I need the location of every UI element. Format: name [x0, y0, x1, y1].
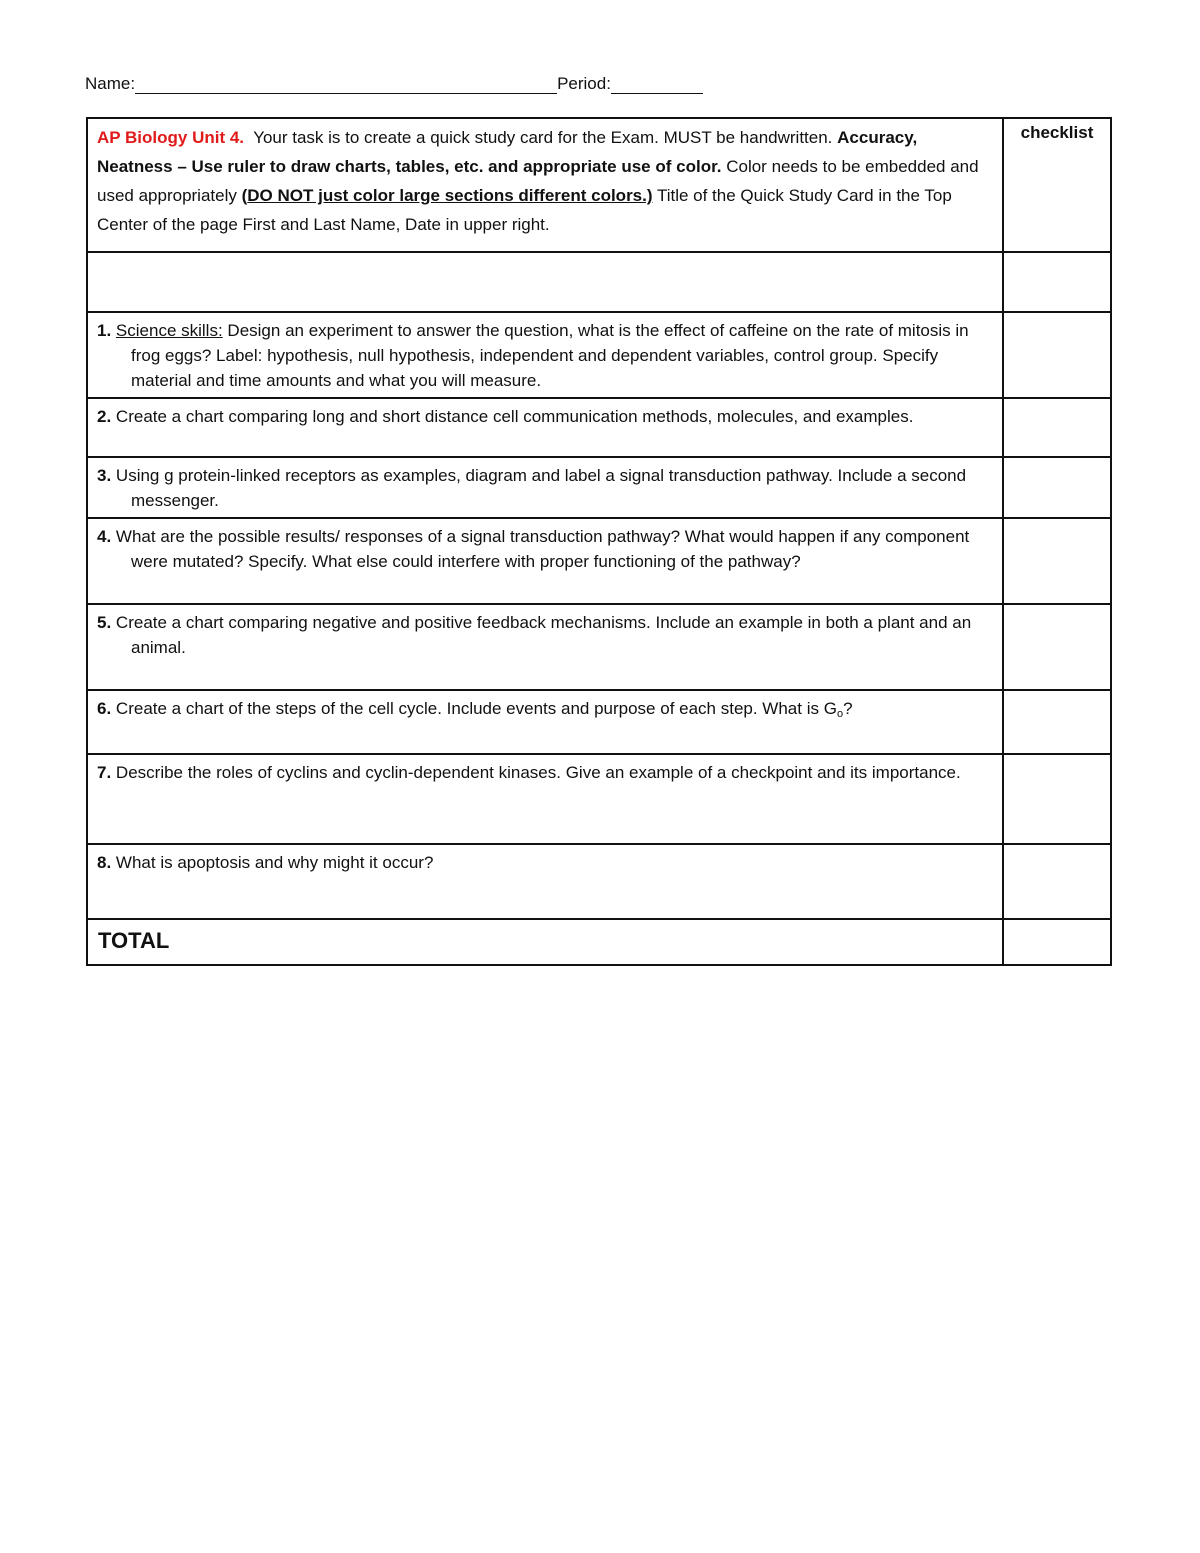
item-cell-3: [87, 457, 1003, 518]
check-cell-5[interactable]: [1003, 604, 1111, 690]
intro-row: [87, 118, 1111, 252]
check-cell-2[interactable]: [1003, 398, 1111, 457]
item-number: 7.: [97, 763, 112, 782]
instructions: [88, 119, 1002, 251]
item-cell-5: [87, 604, 1003, 690]
course-title: AP Biology Unit 4.: [97, 128, 245, 147]
item-text: Create a chart of the steps of the cell cycle. Include events and purpose of each step. What is G: [115, 699, 837, 718]
item-row-4: [87, 518, 1111, 604]
item-row-6: [87, 690, 1111, 754]
intro-cell: [87, 118, 1003, 252]
item-cell-1: [87, 312, 1003, 398]
item-number: 8.: [97, 853, 112, 872]
item-number: 5.: [97, 613, 112, 632]
item-row-2: [87, 398, 1111, 457]
total-label: TOTAL: [98, 928, 170, 953]
item-text: Design an experiment to answer the question, what is the effect of caffeine on the rate of mitosis in frog eggs? Label: hypothesis, null hypothesis, independent and dependent variables, control group. Specify material and time amounts and what you will measure.: [131, 321, 969, 390]
warning-open: (: [241, 186, 248, 205]
name-blank[interactable]: [135, 74, 557, 94]
blank-check-cell[interactable]: [1003, 252, 1111, 312]
color-note: Color needs to be embedded and used appropriately: [97, 157, 979, 205]
check-cell-3[interactable]: [1003, 457, 1111, 518]
item-cell-8: [87, 844, 1003, 919]
check-cell-8[interactable]: [1003, 844, 1111, 919]
checklist-header-cell: [1003, 118, 1111, 252]
item-text: What are the possible results/ responses of a signal transduction pathway? What would happen if any component were mutated? Specify. What else could interfere with proper functioning of the pathway?: [115, 527, 970, 571]
checklist-header: checklist: [1020, 123, 1094, 142]
item-row-8: [87, 844, 1111, 919]
blank-row: [87, 252, 1111, 312]
check-cell-6[interactable]: [1003, 690, 1111, 754]
item-cell-6: [87, 690, 1003, 754]
warning-text: [242, 186, 653, 205]
item-text: Describe the roles of cyclins and cyclin-dependent kinases. Give an example of a checkpoint and its importance.: [115, 763, 961, 782]
science-skills-label: Science skills:: [115, 321, 223, 340]
item-number: 2.: [97, 407, 112, 426]
item-cell-4: [87, 518, 1003, 604]
total-check-cell[interactable]: [1003, 919, 1111, 965]
standards-text: Accuracy, Neatness – Use ruler to draw charts, tables, etc. and appropriate use of color.: [97, 128, 918, 176]
item-row-1: [87, 312, 1111, 398]
total-cell: [87, 919, 1003, 965]
name-label: Name:: [85, 74, 136, 93]
total-row: [87, 919, 1111, 965]
rubric-table: [86, 117, 1112, 966]
check-cell-7[interactable]: [1003, 754, 1111, 844]
item-tail: ?: [843, 699, 853, 718]
item-cell-2: [87, 398, 1003, 457]
item-number: 6.: [97, 699, 112, 718]
item-text: Using g protein-linked receptors as examples, diagram and label a signal transduction pathway. Include a second messenger.: [115, 466, 967, 510]
item-row-5: [87, 604, 1111, 690]
item-text: What is apoptosis and why might it occur?: [115, 853, 434, 872]
check-cell-1[interactable]: [1003, 312, 1111, 398]
item-text: Create a chart comparing negative and positive feedback mechanisms. Include an example in both a plant and an animal.: [115, 613, 972, 657]
check-cell-4[interactable]: [1003, 518, 1111, 604]
item-number: 1.: [97, 321, 112, 340]
item-row-7: [87, 754, 1111, 844]
student-header: [85, 74, 703, 94]
title-note: Title of the Quick Study Card in the Top Center of the page First and Last Name, Date in upper right.: [97, 186, 952, 234]
task-text: Your task is to create a quick study card for the Exam. MUST be handwritten.: [253, 128, 833, 147]
period-label: Period:: [557, 74, 611, 93]
item-cell-7: [87, 754, 1003, 844]
item-row-3: [87, 457, 1111, 518]
warning-underlined: DO NOT just color large sections different colors.): [247, 186, 653, 205]
blank-cell: [87, 252, 1003, 312]
item-text: Create a chart comparing long and short distance cell communication methods, molecules, and examples.: [115, 407, 914, 426]
item-number: 4.: [97, 527, 112, 546]
item-subscript: o: [836, 708, 844, 720]
item-number: 3.: [97, 466, 112, 485]
period-blank[interactable]: [611, 74, 703, 94]
